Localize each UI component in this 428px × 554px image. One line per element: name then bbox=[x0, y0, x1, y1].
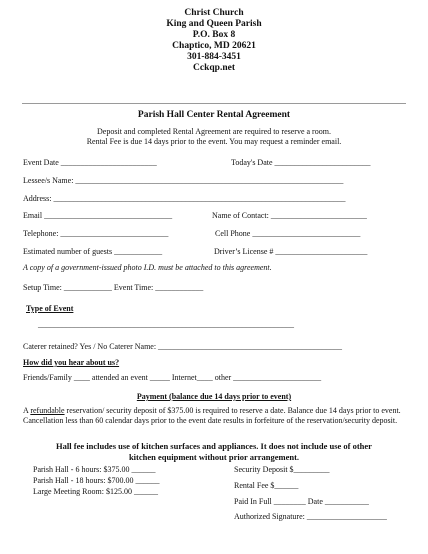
address-field[interactable]: Address: _________________________________________________________________________ bbox=[23, 194, 346, 203]
fee-parish-hall-18-hours[interactable]: Parish Hall - 18 hours: $700.00 ______ bbox=[33, 476, 160, 485]
church-name: Christ Church bbox=[184, 8, 244, 18]
how-heard-heading: How did you hear about us? bbox=[23, 358, 120, 367]
lessee-name-field[interactable]: Lessee/s Name: ___________________________________________________________________ bbox=[23, 176, 344, 185]
rental-fee-field[interactable]: Rental Fee $______ bbox=[234, 481, 299, 490]
setup-event-time-field[interactable]: Setup Time: ____________ Event Time: ____________ bbox=[23, 283, 204, 292]
type-of-event-heading: Type of Event bbox=[26, 304, 74, 313]
payment-paragraph bbox=[23, 406, 407, 426]
intro-line-2: Rental Fee is due 14 days prior to the event. You may request a reminder email. bbox=[86, 137, 342, 146]
city-state-zip: Chaptico, MD 20621 bbox=[172, 41, 256, 51]
intro-line-1: Deposit and completed Rental Agreement are required to reserve a room. bbox=[97, 127, 331, 136]
phone-number: 301-884-3451 bbox=[187, 52, 241, 62]
header-divider bbox=[22, 103, 406, 104]
id-notice: A copy of a government-issued photo I.D. must be attached to this agreement. bbox=[23, 263, 272, 272]
security-deposit-field[interactable]: Security Deposit $_________ bbox=[234, 465, 330, 474]
kitchen-note-line-2: kitchen equipment without prior arrangement. bbox=[128, 452, 300, 462]
fee-large-meeting-room[interactable]: Large Meeting Room: $125.00 ______ bbox=[33, 487, 158, 496]
fee-parish-hall-6-hours[interactable]: Parish Hall - 6 hours: $375.00 ______ bbox=[33, 465, 156, 474]
event-date-field[interactable]: Event Date ________________________ bbox=[23, 158, 157, 167]
payment-paragraph-rest: reservation/ security deposit of $375.00 is required to reserve a date. Balance due 14 days prior to event. Cancellation less than 60 calendar days prior to the event date results in forfeiture of the reservation/security deposit. bbox=[23, 406, 401, 425]
agreement-title: Parish Hall Center Rental Agreement bbox=[137, 110, 291, 120]
telephone-field[interactable]: Telephone: ___________________________ bbox=[23, 229, 169, 238]
cell-phone-field[interactable]: Cell Phone ___________________________ bbox=[215, 229, 361, 238]
authorized-signature-field[interactable]: Authorized Signature: ____________________ bbox=[234, 512, 387, 521]
todays-date-field[interactable]: Today's Date ________________________ bbox=[231, 158, 371, 167]
drivers-license-field[interactable]: Driver’s License # _______________________ bbox=[214, 247, 368, 256]
caterer-field[interactable]: Caterer retained? Yes / No Caterer Name: ______________________________________________ bbox=[23, 342, 343, 351]
email-field[interactable]: Email ________________________________ bbox=[23, 211, 173, 220]
type-of-event-field[interactable]: ________________________________________________________________ bbox=[38, 320, 294, 329]
po-box: P.O. Box 8 bbox=[192, 30, 236, 40]
paid-in-full-field[interactable]: Paid In Full ________ Date ___________ bbox=[234, 497, 369, 506]
contact-name-field[interactable]: Name of Contact: ________________________ bbox=[212, 211, 367, 220]
guest-count-field[interactable]: Estimated number of guests ____________ bbox=[23, 247, 163, 256]
payment-paragraph-prefix: A bbox=[23, 406, 31, 415]
refundable-word: refundable bbox=[30, 406, 65, 415]
website: Cckqp.net bbox=[193, 63, 235, 73]
kitchen-note-line-1: Hall fee includes use of kitchen surfaces and appliances. It does not include use of other bbox=[56, 441, 372, 451]
payment-heading: Payment (balance due 14 days prior to event) bbox=[136, 392, 292, 401]
parish-name: King and Queen Parish bbox=[166, 19, 262, 29]
how-heard-options[interactable]: Friends/Family ____ attended an event _____ Internet____ other ______________________ bbox=[23, 373, 322, 382]
